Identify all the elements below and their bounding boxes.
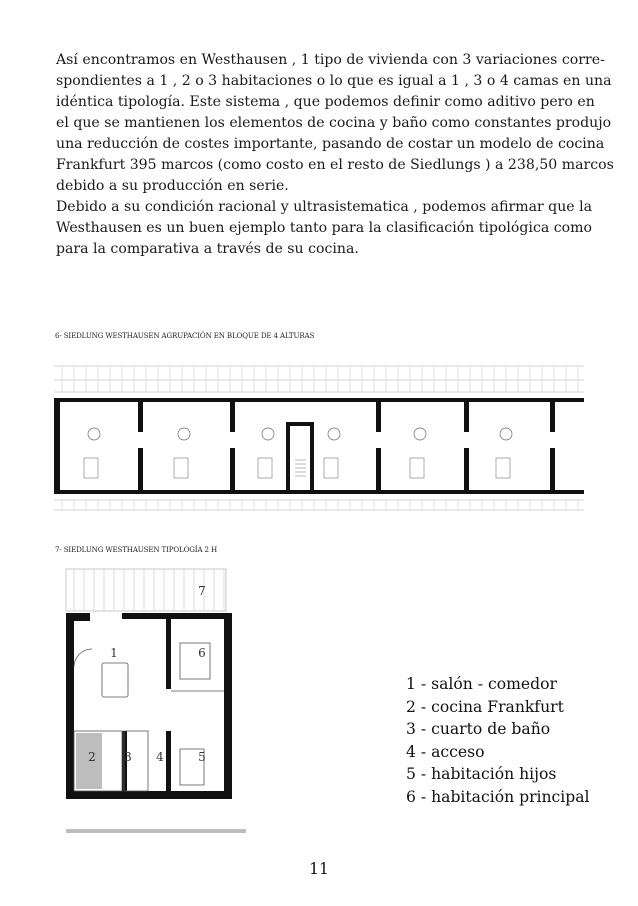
paragraph-line: el que se mantienen los elementos de cocina y baño como constantes produjo xyxy=(56,115,612,131)
paragraph-line: idéntica tipología. Este sistema , que podemos definir como aditivo pero en xyxy=(56,94,595,110)
room-label: 2 xyxy=(88,750,96,764)
room-label: 4 xyxy=(156,750,164,764)
paragraph-line: Así encontramos en Westhausen , 1 tipo de vivienda con 3 variaciones corre- xyxy=(56,52,605,68)
paragraph-line: Debido a su condición racional y ultrasistematica , podemos afirmar que la xyxy=(56,199,593,215)
room-label: 3 xyxy=(124,750,132,764)
page-number: 11 xyxy=(309,860,329,878)
body-paragraph-2 xyxy=(56,197,593,260)
room-label: 1 xyxy=(110,646,118,660)
room-label: 5 xyxy=(198,750,206,764)
legend-item: 1 - salón - comedor xyxy=(406,675,557,693)
paragraph-line: una reducción de costes importante, pasando de costar un modelo de cocina xyxy=(56,136,605,152)
figure-caption-typology: 7- SIEDLUNG WESTHAUSEN TIPOLOGÍA 2 H xyxy=(55,545,218,554)
room-legend xyxy=(406,673,590,809)
paragraph-line: Frankfurt 395 marcos (como costo en el resto de Siedlungs ) a 238,50 marcos xyxy=(56,157,614,173)
block-floor-plan xyxy=(54,362,584,522)
typology-floor-plan xyxy=(62,563,252,839)
body-paragraph-1 xyxy=(56,50,614,197)
figure-caption-block-plan: 6- SIEDLUNG WESTHAUSEN AGRUPACIÓN EN BLOQUE DE 4 ALTURAS xyxy=(55,331,315,340)
room-label: 7 xyxy=(198,584,206,598)
legend-item: 6 - habitación principal xyxy=(406,787,590,806)
paragraph-line: debido a su producción en serie. xyxy=(56,178,289,194)
paragraph-line: Westhausen es un buen ejemplo tanto para la clasificación tipológica como xyxy=(56,220,592,236)
legend-item: 4 - acceso xyxy=(406,742,485,761)
legend-item: 5 - habitación hijos xyxy=(406,765,557,784)
legend-item: 2 - cocina Frankfurt xyxy=(406,697,564,716)
paragraph-line: para la comparativa a través de su cocina. xyxy=(56,241,359,257)
paragraph-line: spondientes a 1 , 2 o 3 habitaciones o lo que es igual a 1 , 3 o 4 camas en una xyxy=(56,73,612,89)
legend-item: 3 - cuarto de baño xyxy=(406,720,551,739)
room-label: 6 xyxy=(198,646,206,660)
